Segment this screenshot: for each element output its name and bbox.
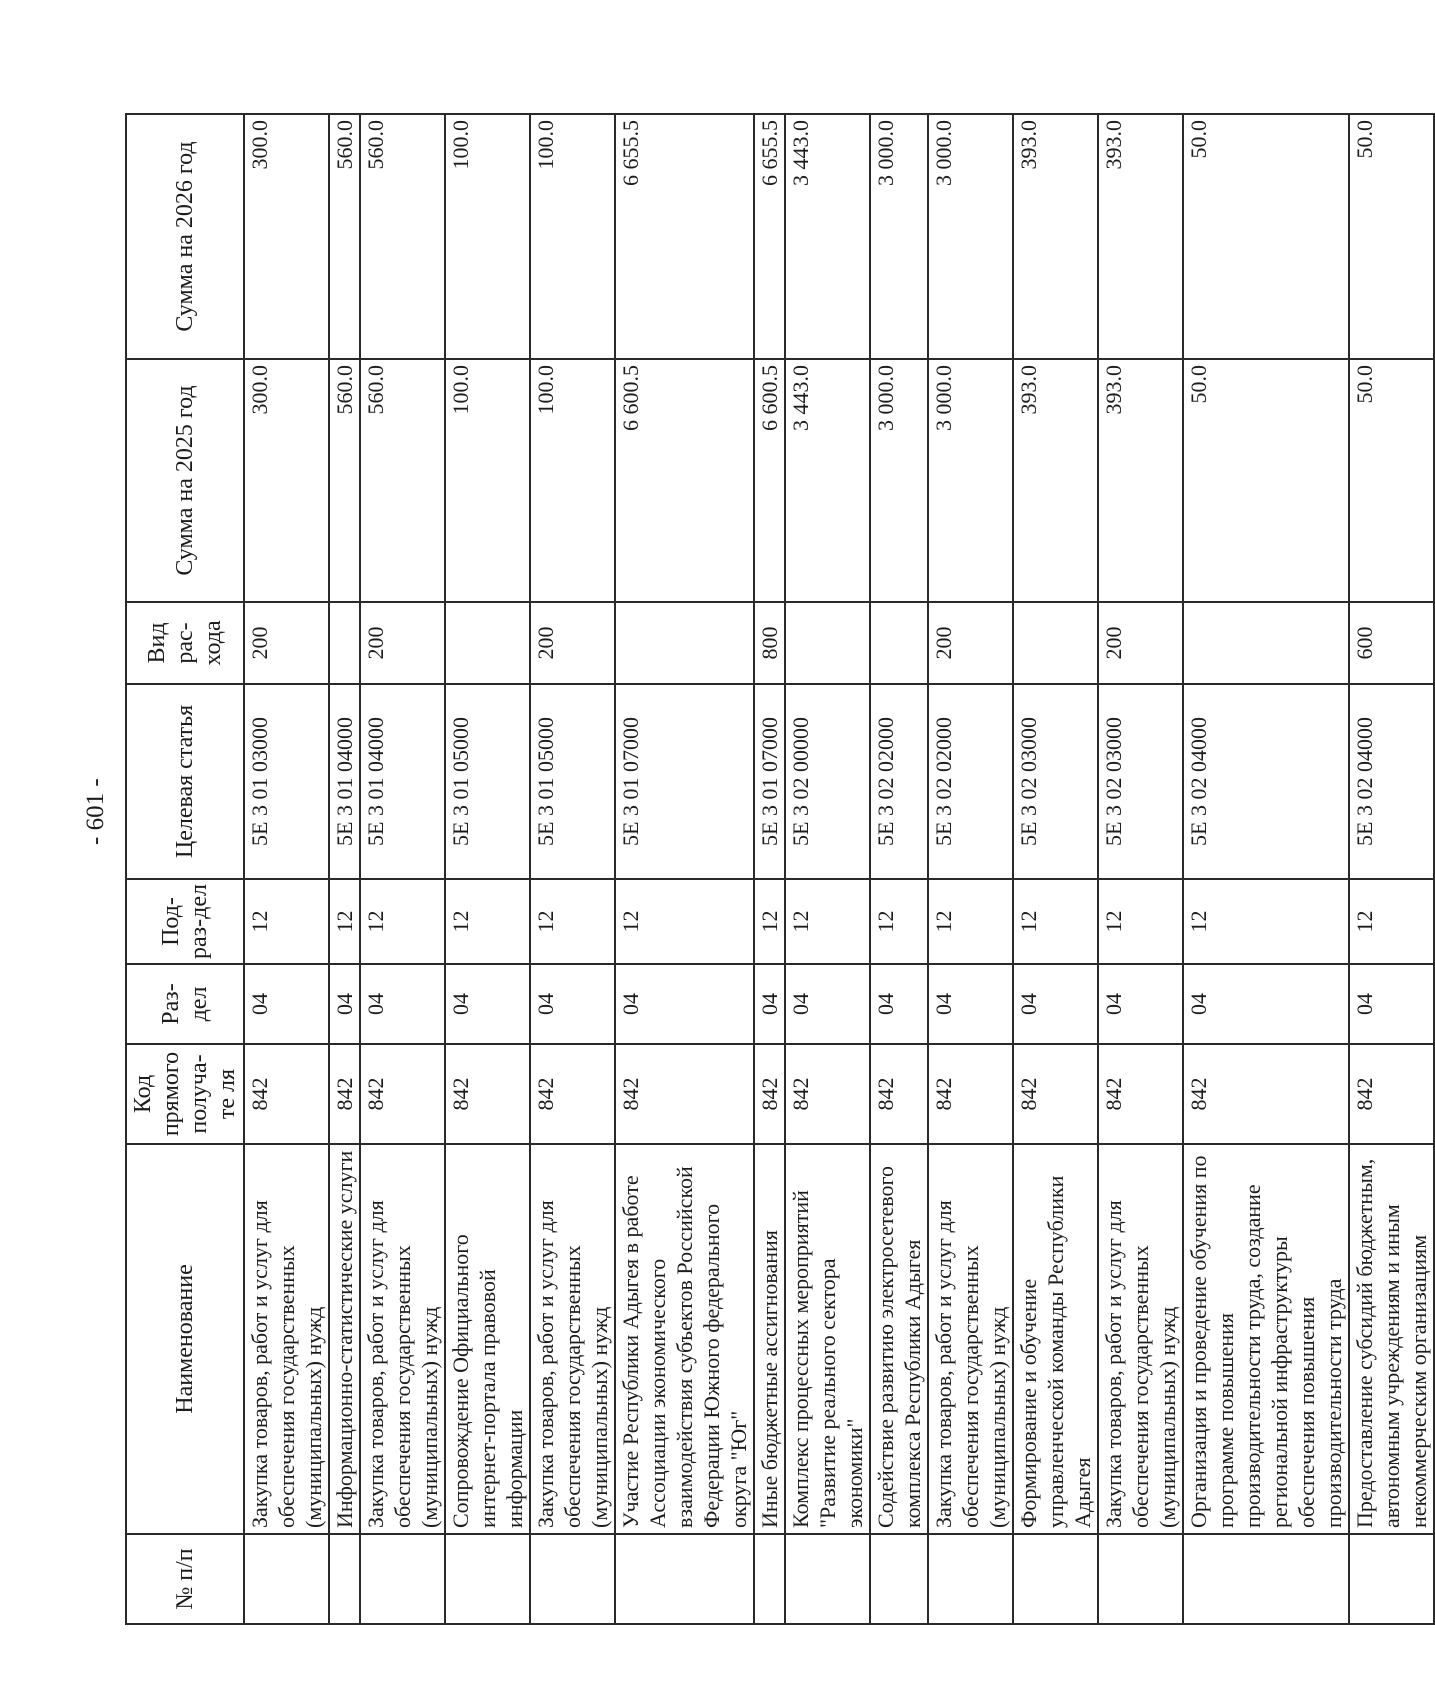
cell-recipient: 842 xyxy=(785,1044,870,1144)
header-expense: Вид рас-хода xyxy=(126,602,244,684)
cell-target: 5Е 3 01 05000 xyxy=(530,684,615,879)
cell-section: 04 xyxy=(1098,964,1183,1044)
table-row xyxy=(329,114,360,1624)
cell-sum2026: 6 655.5 xyxy=(615,114,754,359)
cell-sum2026: 50.0 xyxy=(1183,114,1349,359)
cell-recipient: 842 xyxy=(445,1044,530,1144)
cell-sum2026: 560.0 xyxy=(360,114,445,359)
cell-expense: 600 xyxy=(1349,602,1434,684)
cell-name: Сопровождение Официального интернет-портала правовой информации xyxy=(445,1144,530,1534)
cell-sum2026: 560.0 xyxy=(329,114,360,359)
cell-name: Информационно-статистические услуги xyxy=(329,1144,360,1534)
cell-recipient: 842 xyxy=(1349,1044,1434,1144)
cell-target: 5Е 3 02 04000 xyxy=(1183,684,1349,879)
cell-name: Закупка товаров, работ и услуг для обеспечения государственных (муниципальных) нужд xyxy=(360,1144,445,1534)
cell-sum2025: 560.0 xyxy=(329,359,360,602)
table-row xyxy=(928,114,1013,1624)
cell-sum2025: 6 600.5 xyxy=(615,359,754,602)
table-row xyxy=(530,114,615,1624)
cell-section: 04 xyxy=(1013,964,1098,1044)
cell-section: 04 xyxy=(754,964,785,1044)
cell-sum2026: 3 000.0 xyxy=(928,114,1013,359)
cell-target: 5Е 3 02 03000 xyxy=(1013,684,1098,879)
table-row xyxy=(1183,114,1349,1624)
cell-target: 5Е 3 01 07000 xyxy=(754,684,785,879)
cell-name: Участие Республики Адыгея в работе Ассоциации экономического взаимодействия субъектов Российской Федерации Южного федерального округа "Юг" xyxy=(615,1144,754,1534)
cell-recipient: 842 xyxy=(1098,1044,1183,1144)
cell-section: 04 xyxy=(870,964,928,1044)
table-row xyxy=(785,114,870,1624)
cell-expense: 200 xyxy=(244,602,329,684)
cell-name: Формирование и обучение управленческой команды Республики Адыгея xyxy=(1013,1144,1098,1534)
cell-subsection: 12 xyxy=(785,879,870,964)
cell-subsection: 12 xyxy=(1013,879,1098,964)
cell-expense xyxy=(445,602,530,684)
table-row xyxy=(1349,114,1434,1624)
cell-target: 5Е 3 02 02000 xyxy=(928,684,1013,879)
table-header-row xyxy=(126,114,244,1624)
cell-subsection: 12 xyxy=(928,879,1013,964)
cell-sum2026: 3 000.0 xyxy=(870,114,928,359)
header-subsection: Под-раз-дел xyxy=(126,879,244,964)
cell-expense xyxy=(1183,602,1349,684)
cell-target: 5Е 3 01 04000 xyxy=(360,684,445,879)
header-section: Раз-дел xyxy=(126,964,244,1044)
cell-subsection: 12 xyxy=(329,879,360,964)
cell-num xyxy=(928,1534,1013,1624)
table-row xyxy=(615,114,754,1624)
cell-expense xyxy=(785,602,870,684)
table-row xyxy=(360,114,445,1624)
cell-num xyxy=(785,1534,870,1624)
cell-expense: 200 xyxy=(530,602,615,684)
cell-name: Иные бюджетные ассигнования xyxy=(754,1144,785,1534)
cell-name: Закупка товаров, работ и услуг для обеспечения государственных (муниципальных) нужд xyxy=(530,1144,615,1534)
cell-num xyxy=(445,1534,530,1624)
cell-section: 04 xyxy=(1349,964,1434,1044)
header-target: Целевая статья xyxy=(126,684,244,879)
cell-sum2025: 3 000.0 xyxy=(928,359,1013,602)
cell-section: 04 xyxy=(928,964,1013,1044)
cell-subsection: 12 xyxy=(360,879,445,964)
header-num: № п/п xyxy=(126,1534,244,1624)
cell-recipient: 842 xyxy=(1013,1044,1098,1144)
cell-expense: 200 xyxy=(1098,602,1183,684)
cell-sum2025: 6 600.5 xyxy=(754,359,785,602)
cell-subsection: 12 xyxy=(1098,879,1183,964)
cell-name: Содействие развитию электросетевого комплекса Республики Адыгея xyxy=(870,1144,928,1534)
cell-sum2026: 3 443.0 xyxy=(785,114,870,359)
cell-recipient: 842 xyxy=(244,1044,329,1144)
cell-target: 5Е 3 02 00000 xyxy=(785,684,870,879)
cell-target: 5Е 3 02 03000 xyxy=(1098,684,1183,879)
cell-subsection: 12 xyxy=(870,879,928,964)
cell-section: 04 xyxy=(530,964,615,1044)
cell-num xyxy=(1183,1534,1349,1624)
header-name: Наименование xyxy=(126,1144,244,1534)
budget-table xyxy=(125,113,1435,1625)
cell-num xyxy=(530,1534,615,1624)
cell-recipient: 842 xyxy=(870,1044,928,1144)
cell-subsection: 12 xyxy=(530,879,615,964)
cell-recipient: 842 xyxy=(530,1044,615,1144)
table-row xyxy=(244,114,329,1624)
header-sum2025: Сумма на 2025 год xyxy=(126,359,244,602)
cell-sum2026: 393.0 xyxy=(1013,114,1098,359)
cell-subsection: 12 xyxy=(1349,879,1434,964)
cell-sum2026: 100.0 xyxy=(445,114,530,359)
cell-name: Закупка товаров, работ и услуг для обеспечения государственных (муниципальных) нужд xyxy=(244,1144,329,1534)
table-body xyxy=(244,114,1434,1624)
cell-recipient: 842 xyxy=(615,1044,754,1144)
header-recipient: Код прямого получа-те ля xyxy=(126,1044,244,1144)
cell-target: 5Е 3 01 05000 xyxy=(445,684,530,879)
cell-recipient: 842 xyxy=(754,1044,785,1144)
cell-subsection: 12 xyxy=(754,879,785,964)
cell-num xyxy=(754,1534,785,1624)
cell-sum2025: 50.0 xyxy=(1349,359,1434,602)
cell-target: 5Е 3 01 07000 xyxy=(615,684,754,879)
cell-target: 5Е 3 02 02000 xyxy=(870,684,928,879)
cell-sum2026: 6 655.5 xyxy=(754,114,785,359)
table-row xyxy=(1013,114,1098,1624)
cell-sum2025: 50.0 xyxy=(1183,359,1349,602)
cell-section: 04 xyxy=(1183,964,1349,1044)
cell-name: Комплекс процессных мероприятий "Развитие реального сектора экономики" xyxy=(785,1144,870,1534)
cell-section: 04 xyxy=(615,964,754,1044)
cell-sum2025: 100.0 xyxy=(445,359,530,602)
cell-sum2025: 3 000.0 xyxy=(870,359,928,602)
cell-sum2025: 100.0 xyxy=(530,359,615,602)
cell-expense xyxy=(329,602,360,684)
table-row xyxy=(754,114,785,1624)
cell-num xyxy=(360,1534,445,1624)
cell-subsection: 12 xyxy=(244,879,329,964)
cell-subsection: 12 xyxy=(615,879,754,964)
table-row xyxy=(445,114,530,1624)
cell-section: 04 xyxy=(360,964,445,1044)
cell-sum2025: 3 443.0 xyxy=(785,359,870,602)
cell-section: 04 xyxy=(244,964,329,1044)
table-row xyxy=(870,114,928,1624)
cell-num xyxy=(329,1534,360,1624)
cell-target: 5Е 3 01 04000 xyxy=(329,684,360,879)
cell-num xyxy=(1349,1534,1434,1624)
cell-sum2025: 393.0 xyxy=(1098,359,1183,602)
cell-expense: 200 xyxy=(928,602,1013,684)
budget-table-rotated-container xyxy=(125,115,1431,1625)
cell-expense: 200 xyxy=(360,602,445,684)
cell-sum2026: 393.0 xyxy=(1098,114,1183,359)
cell-name: Организация и проведение обучения по программе повышения производительности труда, создание региональной инфраструктуры обеспечения повышения производительности труда xyxy=(1183,1144,1349,1534)
cell-sum2026: 100.0 xyxy=(530,114,615,359)
cell-num xyxy=(870,1534,928,1624)
cell-recipient: 842 xyxy=(1183,1044,1349,1144)
cell-name: Предоставление субсидий бюджетным, автономным учреждениям и иным некоммерческим организациям xyxy=(1349,1144,1434,1534)
cell-num xyxy=(615,1534,754,1624)
cell-expense: 800 xyxy=(754,602,785,684)
cell-expense xyxy=(615,602,754,684)
cell-recipient: 842 xyxy=(329,1044,360,1144)
header-sum2026: Сумма на 2026 год xyxy=(126,114,244,359)
cell-sum2026: 300.0 xyxy=(244,114,329,359)
cell-num xyxy=(244,1534,329,1624)
cell-sum2025: 300.0 xyxy=(244,359,329,602)
cell-recipient: 842 xyxy=(360,1044,445,1144)
cell-expense xyxy=(870,602,928,684)
cell-section: 04 xyxy=(329,964,360,1044)
cell-recipient: 842 xyxy=(928,1044,1013,1144)
cell-sum2025: 560.0 xyxy=(360,359,445,602)
cell-subsection: 12 xyxy=(445,879,530,964)
cell-name: Закупка товаров, работ и услуг для обеспечения государственных (муниципальных) нужд xyxy=(928,1144,1013,1534)
cell-name: Закупка товаров, работ и услуг для обеспечения государственных (муниципальных) нужд xyxy=(1098,1144,1183,1534)
cell-target: 5Е 3 02 04000 xyxy=(1349,684,1434,879)
table-row xyxy=(1098,114,1183,1624)
cell-sum2026: 50.0 xyxy=(1349,114,1434,359)
cell-expense xyxy=(1013,602,1098,684)
cell-num xyxy=(1098,1534,1183,1624)
page-number: - 601 - xyxy=(82,778,109,845)
cell-target: 5Е 3 01 03000 xyxy=(244,684,329,879)
cell-num xyxy=(1013,1534,1098,1624)
cell-subsection: 12 xyxy=(1183,879,1349,964)
cell-section: 04 xyxy=(785,964,870,1044)
cell-section: 04 xyxy=(445,964,530,1044)
cell-sum2025: 393.0 xyxy=(1013,359,1098,602)
